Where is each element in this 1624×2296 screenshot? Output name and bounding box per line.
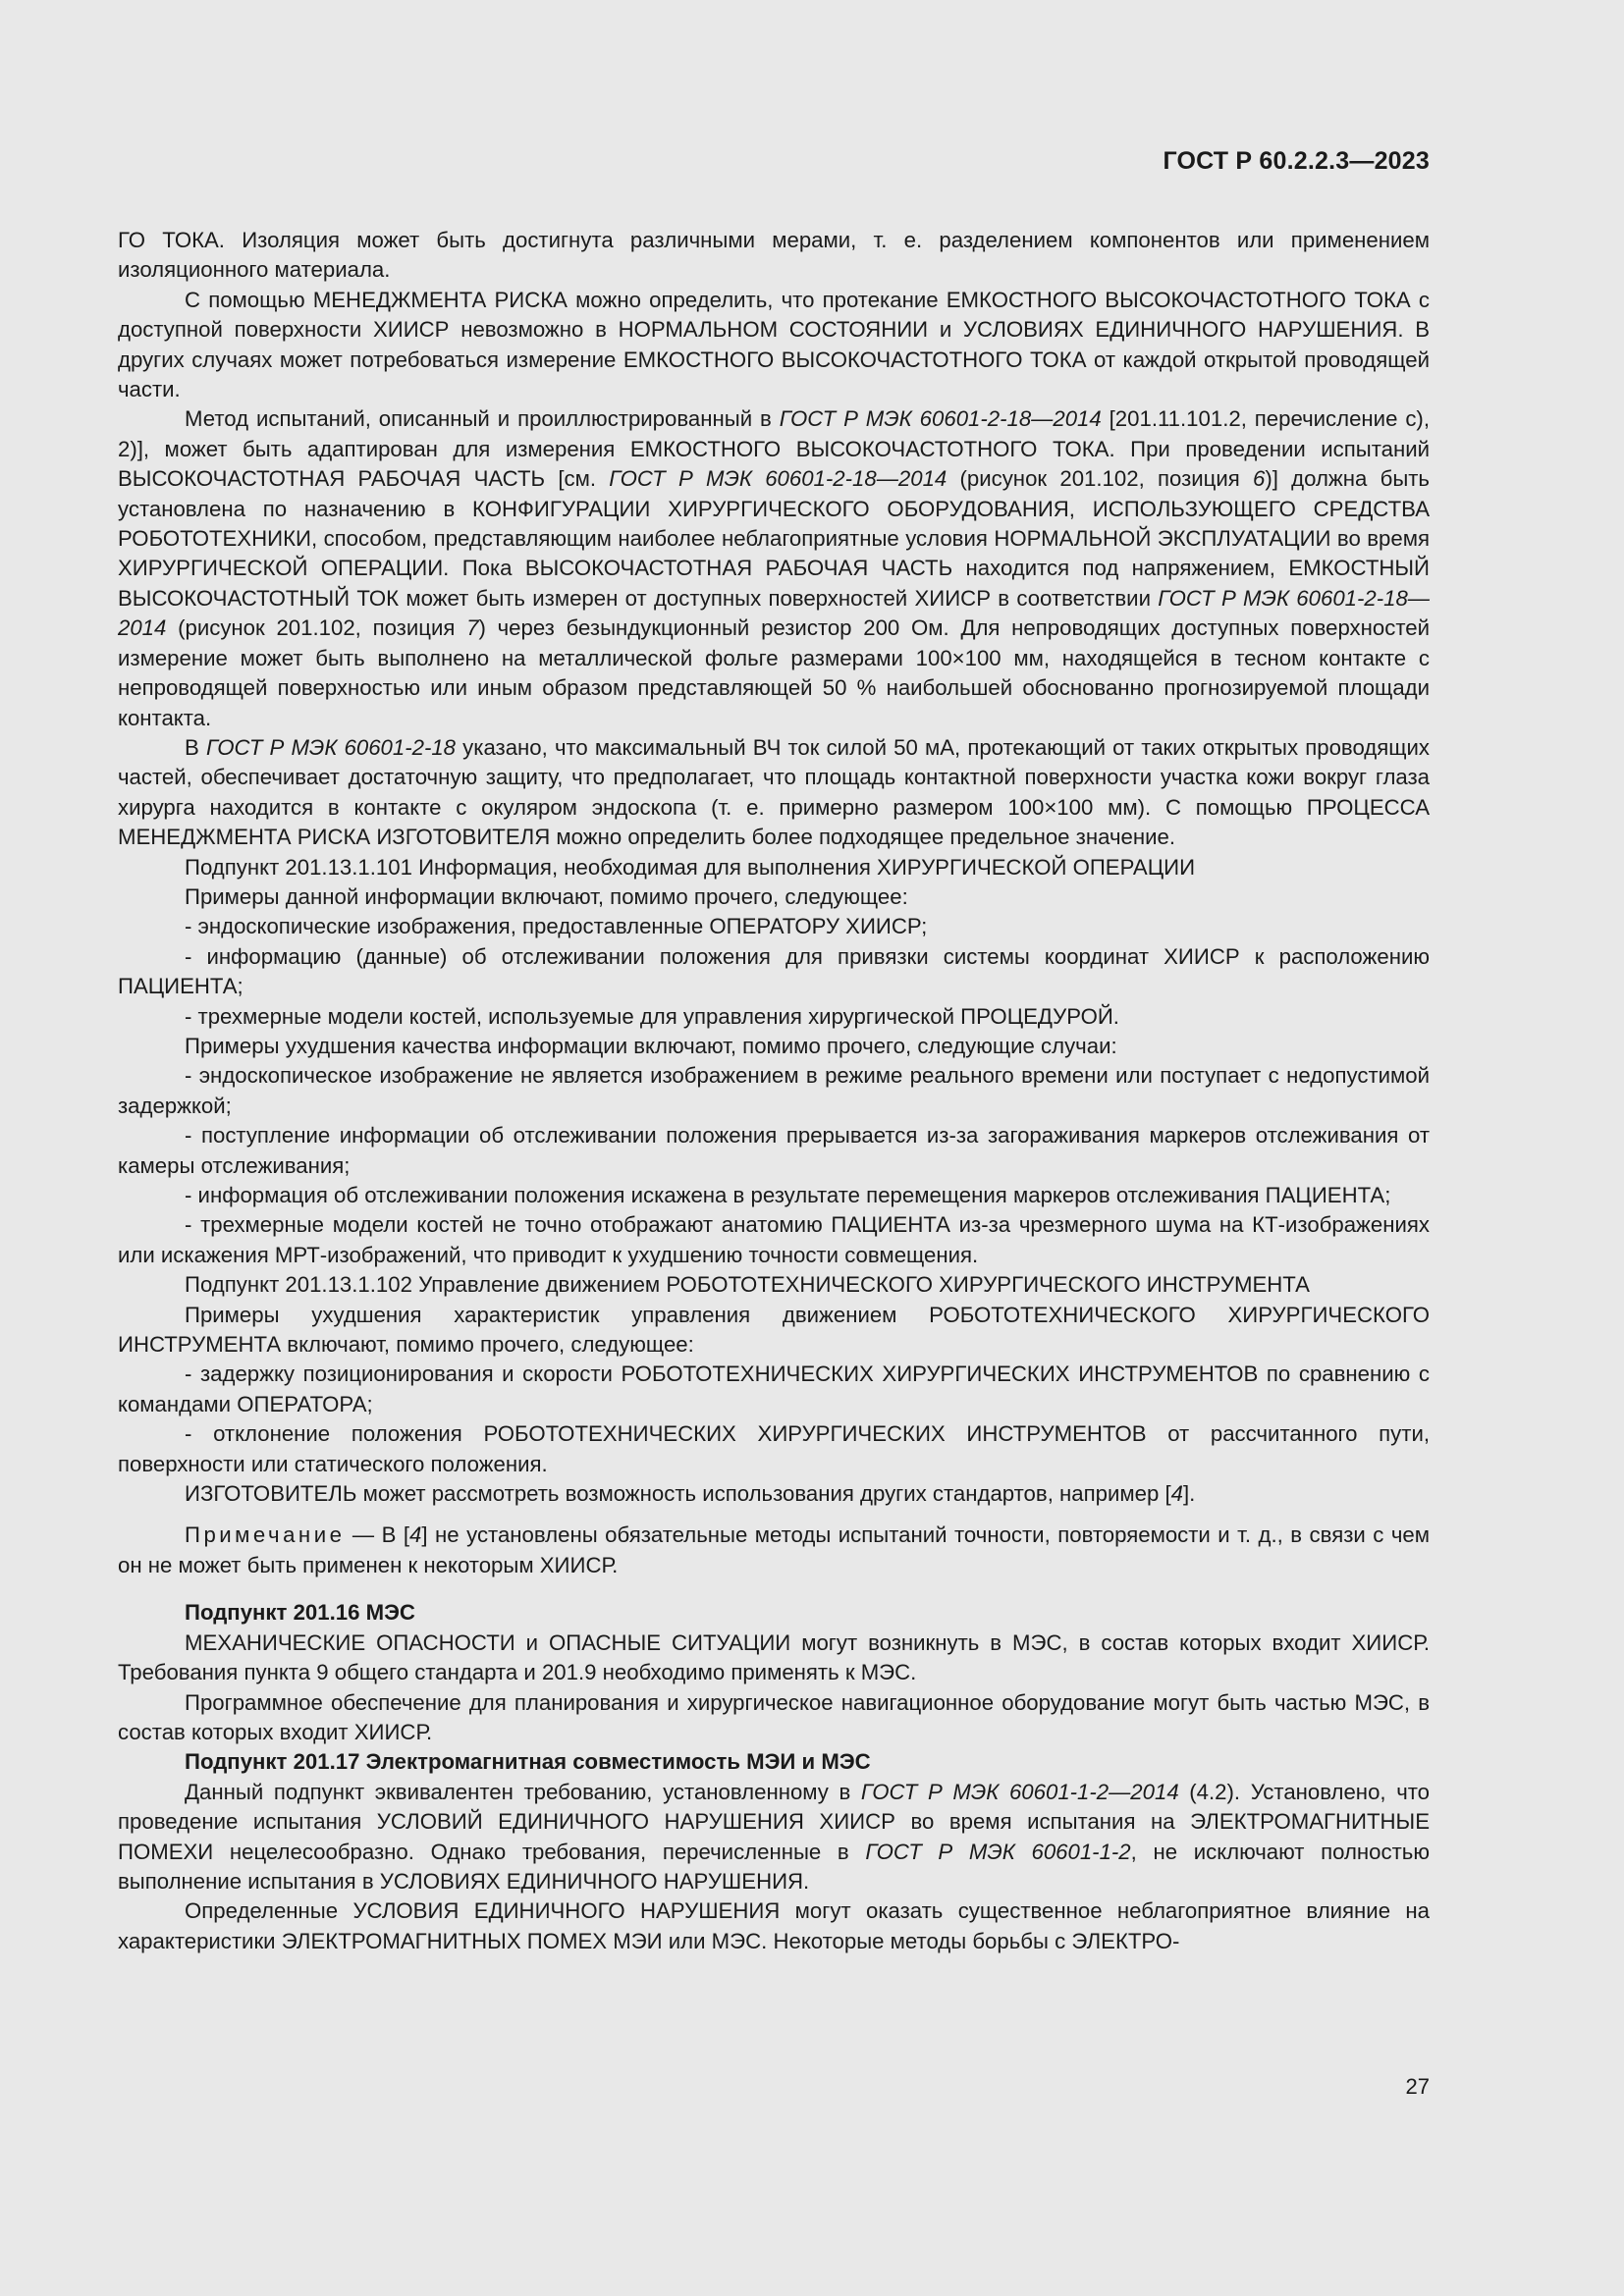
list-item: - отклонение положения РОБОТОТЕХНИЧЕСКИХ ХИРУРГИЧЕСКИХ ИНСТРУМЕНТОВ от рассчитанного пути, поверхности или статического положения. bbox=[118, 1421, 1430, 1476]
standard-reference: ГОСТ Р МЭК 60601-2-18—2014 bbox=[779, 406, 1102, 432]
list-item: - трехмерные модели костей не точно отображают анатомию ПАЦИЕНТА из-за чрезмерного шума на КТ-изображениях или искажения МРТ-изображений, что приводит к ухудшению точности совмещения. bbox=[118, 1212, 1430, 1267]
section-heading: Подпункт 201.17 Электромагнитная совместимость МЭИ и МЭС bbox=[185, 1749, 871, 1775]
paragraph: Программное обеспечение для планирования и хирургическое навигационное оборудование могут быть частью МЭС, в состав которых входит ХИИСР. bbox=[118, 1689, 1430, 1744]
list-item: - трехмерные модели костей, используемые для управления хирургической ПРОЦЕДУРОЙ. bbox=[185, 1003, 1119, 1029]
paragraph: С помощью МЕНЕДЖМЕНТА РИСКА можно определить, что протекание ЕМКОСТНОГО ВЫСОКОЧАСТОТНОГО ТОКА с доступной поверхности ХИИСР невозможно в НОРМАЛЬНОМ СОСТОЯНИИ и УСЛОВИЯХ ЕДИНИЧНОГО НАРУШЕНИЯ. В других случаях может потребоваться измерение ЕМКОСТНОГО ВЫСОКОЧАСТОТНОГО ТОКА от каждой открытой проводящей части. bbox=[118, 287, 1430, 402]
paragraph: МЕХАНИЧЕСКИЕ ОПАСНОСТИ и ОПАСНЫЕ СИТУАЦИИ могут возникнуть в МЭС, в состав которых входит ХИИСР. Требования пункта 9 общего стандарта и 201.9 необходимо применять к МЭС. bbox=[118, 1629, 1430, 1685]
standard-reference: ГОСТ Р МЭК 60601-1-2 bbox=[865, 1839, 1131, 1864]
standard-reference: ГОСТ Р МЭК 60601-2-18—2014 bbox=[609, 466, 947, 492]
paragraph: ИЗГОТОВИТЕЛЬ может рассмотреть возможность использования других стандартов, например [4]. bbox=[185, 1481, 1196, 1507]
list-item: - задержку позиционирования и скорости РОБОТОТЕХНИЧЕСКИХ ХИРУРГИЧЕСКИХ ИНСТРУМЕНТОВ по сравнению с командами ОПЕРАТОРА; bbox=[118, 1362, 1430, 1416]
paragraph: Примеры ухудшения характеристик управления движением РОБОТОТЕХНИЧЕСКОГО ХИРУРГИЧЕСКОГО ИНСТРУМЕНТА включают, помимо прочего, следующее: bbox=[118, 1302, 1430, 1358]
paragraph: Данный подпункт эквивалентен требованию, установленному в ГОСТ Р МЭК 60601-1-2—2014 (4.2). Установлено, что проведение испытания УСЛОВИЙ ЕДИНИЧНОГО НАРУШЕНИЯ ХИИСР во время испытания на ЭЛЕКТРОМАГНИТНЫЕ ПОМЕХИ нецелесообразно. Однако требования, перечисленные в ГОСТ Р МЭК 60601-1-2, не исключают полностью выполнение испытания в УСЛОВИЯХ ЕДИНИЧНОГО НАРУШЕНИЯ. bbox=[118, 1779, 1431, 1894]
page-number: 27 bbox=[1405, 2074, 1430, 2099]
standard-reference: ГОСТ Р МЭК 60601-1-2—2014 bbox=[860, 1779, 1179, 1804]
paragraph: Примеры ухудшения качества информации включают, помимо прочего, следующие случаи: bbox=[185, 1033, 1117, 1058]
paragraph: ГО ТОКА. Изоляция может быть достигнута различными мерами, т. е. разделением компонентов или применением изоляционного материала. bbox=[118, 228, 1430, 283]
paragraph: В ГОСТ Р МЭК 60601-2-18 указано, что максимальный ВЧ ток силой 50 мА, протекающий от таких открытых проводящих частей, обеспечивает достаточную защиту, что предполагает, что площадь контактной поверхности участка кожи вокруг глаза хирурга находится в контакте с окуляром эндоскопа (т. е. примерно размером 100×100 мм). С помощью ПРОЦЕССА МЕНЕДЖМЕНТА РИСКА ИЗГОТОВИТЕЛЯ можно определить более подходящее предельное значение. bbox=[118, 734, 1430, 850]
section-heading: Подпункт 201.16 МЭС bbox=[185, 1600, 415, 1626]
standard-reference: ГОСТ Р МЭК 60601-2-18 bbox=[205, 734, 457, 760]
document-body bbox=[118, 226, 1430, 1956]
paragraph: Примеры данной информации включают, помимо прочего, следующее: bbox=[185, 883, 908, 909]
standard-reference: ГОСТ Р МЭК 60601-2-18—2014 bbox=[118, 585, 1430, 641]
list-item: - эндоскопическое изображение не является изображением в режиме реального времени или поступает с недопустимой задержкой; bbox=[118, 1063, 1430, 1118]
subclause-title: Подпункт 201.13.1.101 Информация, необходимая для выполнения ХИРУРГИЧЕСКОЙ ОПЕРАЦИИ bbox=[185, 854, 1196, 880]
note: Примечание — В [4] не установлены обязательные методы испытаний точности, повторяемости и т. д., в связи с чем он не может быть применен к некоторым ХИИСР. bbox=[118, 1522, 1430, 1577]
document-header: ГОСТ Р 60.2.2.3—2023 bbox=[1163, 147, 1430, 175]
note-label: Примечание bbox=[185, 1522, 346, 1548]
paragraph: Метод испытаний, описанный и проиллюстрированный в ГОСТ Р МЭК 60601-2-18—2014 [201.11.101.2, перечисление c), 2)], может быть адаптирован для измерения ЕМКОСТНОГО ВЫСОКОЧАСТОТНОГО ТОКА. При проведении испытаний ВЫСОКОЧАСТОТНАЯ РАБОЧАЯ ЧАСТЬ [см. ГОСТ Р МЭК 60601-2-18—2014 (рисунок 201.102, позиция 6)] должна быть установлена по назначению в КОНФИГУРАЦИИ ХИРУРГИЧЕСКОГО ОБОРУДОВАНИЯ, ИСПОЛЬЗУЮЩЕГО СРЕДСТВА РОБОТОТЕХНИКИ, способом, представляющим наиболее неблагоприятные условия НОРМАЛЬНОЙ ЭКСПЛУАТАЦИИ во время ХИРУРГИЧЕСКОЙ ОПЕРАЦИИ. Пока ВЫСОКОЧАСТОТНАЯ РАБОЧАЯ ЧАСТЬ находится под напряжением, ЕМКОСТНЫЙ ВЫСОКОЧАСТОТНЫЙ ТОК может быть измерен от доступных поверхностей ХИИСР в соответствии ГОСТ Р МЭК 60601-2-18—2014 (рисунок 201.102, позиция 7) через безындукционный резистор 200 Ом. Для непроводящих доступных поверхностей измерение может быть выполнено на металлической фольге размерами 100×100 мм, находящейся в тесном контакте с непроводящей поверхностью или иным образом представляющей 50 % наибольшей обоснованно прогнозируемой площади контакта. bbox=[118, 406, 1430, 730]
paragraph: Определенные УСЛОВИЯ ЕДИНИЧНОГО НАРУШЕНИЯ могут оказать существенное неблагоприятное влияние на характеристики ЭЛЕКТРОМАГНИТНЫХ ПОМЕХ МЭИ или МЭС. Некоторые методы борьбы с ЭЛЕКТРО- bbox=[118, 1898, 1430, 1953]
list-item: - информацию (данные) об отслеживании положения для привязки системы координат ХИИСР к расположению ПАЦИЕНТА; bbox=[118, 943, 1430, 999]
list-item: - эндоскопические изображения, предоставленные ОПЕРАТОРУ ХИИСР; bbox=[185, 914, 928, 939]
list-item: - поступление информации об отслеживании положения прерывается из-за загораживания маркеров отслеживания от камеры отслеживания; bbox=[118, 1123, 1430, 1178]
subclause-title: Подпункт 201.13.1.102 Управление движением РОБОТОТЕХНИЧЕСКОГО ХИРУРГИЧЕСКОГО ИНСТРУМЕНТА bbox=[185, 1272, 1310, 1298]
list-item: - информация об отслеживании положения искажена в результате перемещения маркеров отслеживания ПАЦИЕНТА; bbox=[185, 1183, 1391, 1207]
